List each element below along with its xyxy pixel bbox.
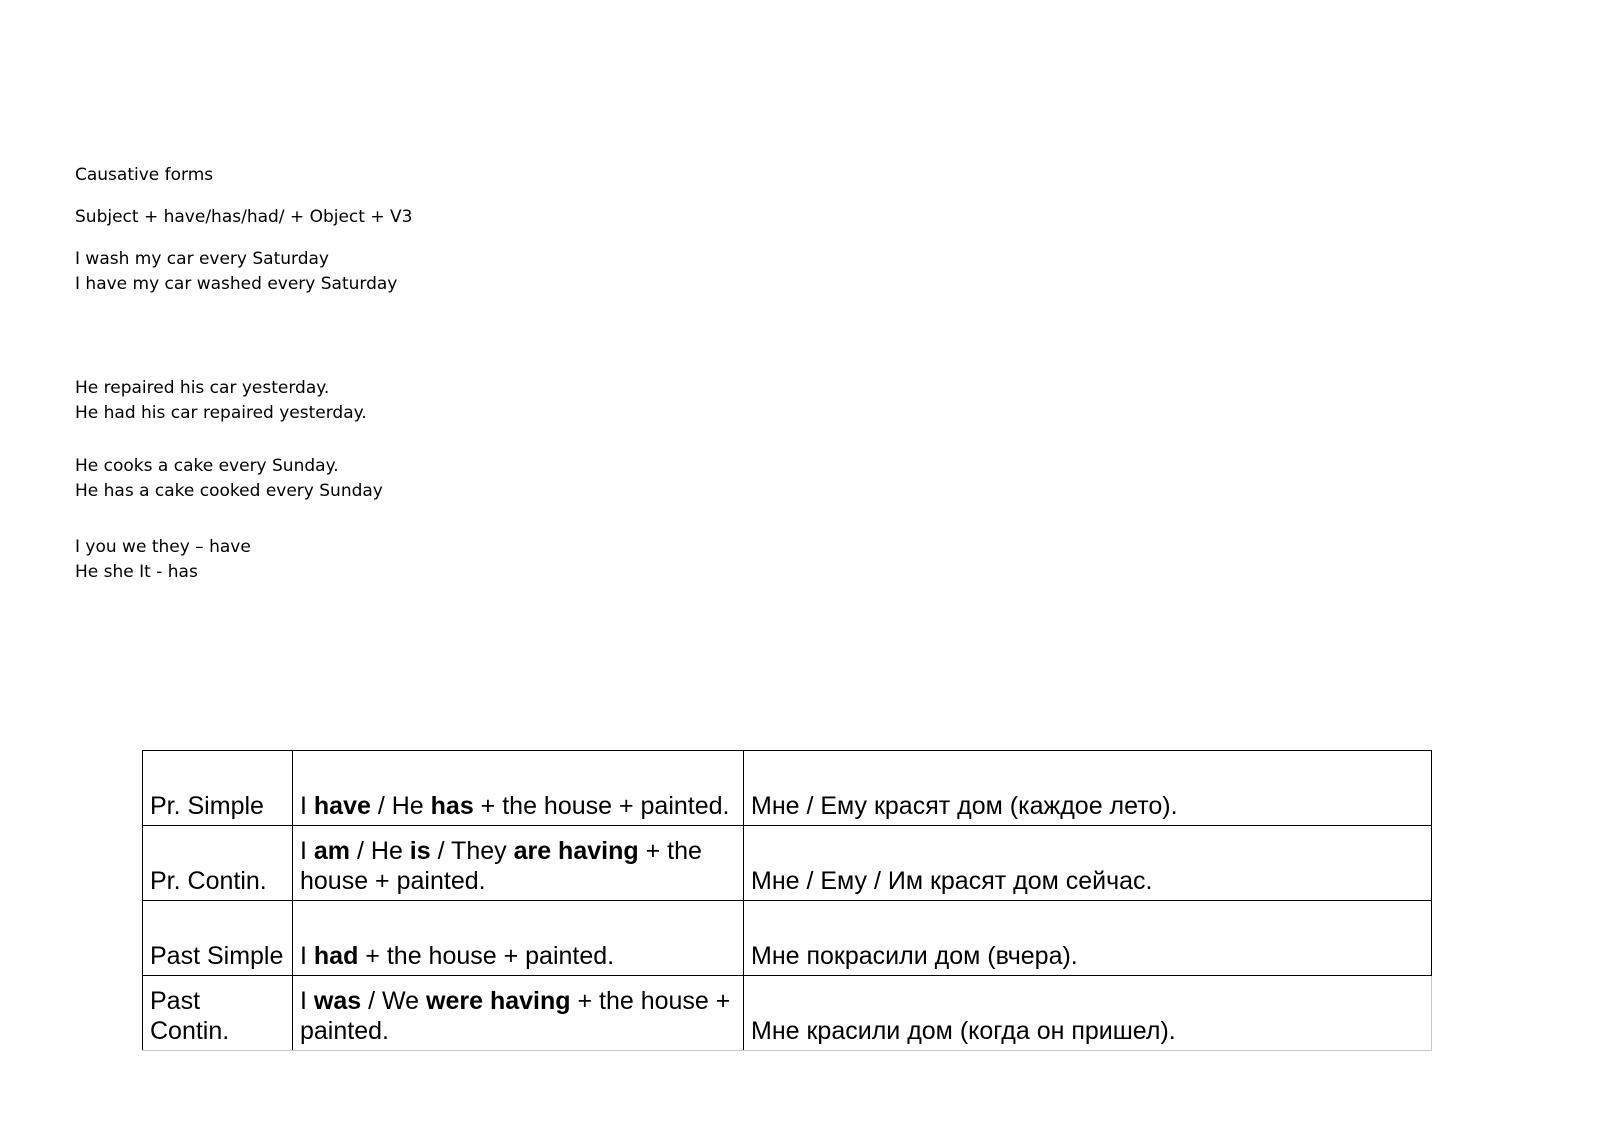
notes-title: Causative forms: [75, 165, 214, 185]
pattern-cell: [293, 826, 744, 901]
pattern-keyword: was: [313, 987, 362, 1015]
pattern-text: + the house + painted.: [300, 987, 731, 1045]
tense-cell: Past Simple: [143, 901, 293, 976]
pattern-keyword: have: [313, 792, 371, 820]
pattern-text: + the house + painted.: [473, 792, 730, 820]
pattern-cell: [293, 976, 744, 1051]
pattern-keyword: is: [409, 837, 431, 865]
translation-cell: Мне красили дом (когда он пришел).: [744, 976, 1432, 1051]
pronouns-has: He she It - has: [75, 562, 198, 582]
pattern-cell: [293, 901, 744, 976]
pattern-keyword: were having: [426, 987, 571, 1015]
pattern-cell: [293, 751, 744, 826]
pattern-keyword: had: [313, 942, 359, 970]
tense-cell: Pr. Contin.: [143, 826, 293, 901]
pattern-text: I: [300, 987, 314, 1015]
pattern-text: + the house + painted.: [300, 837, 702, 895]
pattern-keyword: has: [430, 792, 474, 820]
causative-formula: Subject + have/has/had/ + Object + V3: [75, 207, 413, 227]
example-active: He cooks a cake every Sunday.: [75, 456, 339, 476]
table-row: [143, 901, 1432, 976]
pattern-text: I: [300, 942, 314, 970]
example-causative: He had his car repaired yesterday.: [75, 403, 367, 423]
pattern-text: I: [300, 837, 314, 865]
pattern-text: / He: [370, 792, 431, 820]
translation-cell: Мне / Ему красят дом (каждое лето).: [744, 751, 1432, 826]
tense-cell: Pr. Simple: [143, 751, 293, 826]
pattern-text: / They: [430, 837, 514, 865]
causative-tense-table: [142, 750, 1432, 1051]
example-causative: I have my car washed every Saturday: [75, 274, 398, 294]
pattern-text: + the house + painted.: [358, 942, 615, 970]
example-active: He repaired his car yesterday.: [75, 378, 330, 398]
table-row: [143, 751, 1432, 826]
table-row: [143, 976, 1432, 1051]
pronouns-have: I you we they – have: [75, 537, 251, 557]
example-active: I wash my car every Saturday: [75, 249, 329, 269]
pattern-keyword: are having: [513, 837, 639, 865]
pattern-text: I: [300, 792, 314, 820]
translation-cell: Мне / Ему / Им красят дом сейчас.: [744, 826, 1432, 901]
translation-cell: Мне покрасили дом (вчера).: [744, 901, 1432, 976]
pattern-text: / He: [350, 837, 410, 865]
pattern-text: / We: [361, 987, 427, 1015]
example-causative: He has a cake cooked every Sunday: [75, 481, 383, 501]
tense-cell: Past Contin.: [143, 976, 293, 1051]
pattern-keyword: am: [313, 837, 351, 865]
table-row: [143, 826, 1432, 901]
